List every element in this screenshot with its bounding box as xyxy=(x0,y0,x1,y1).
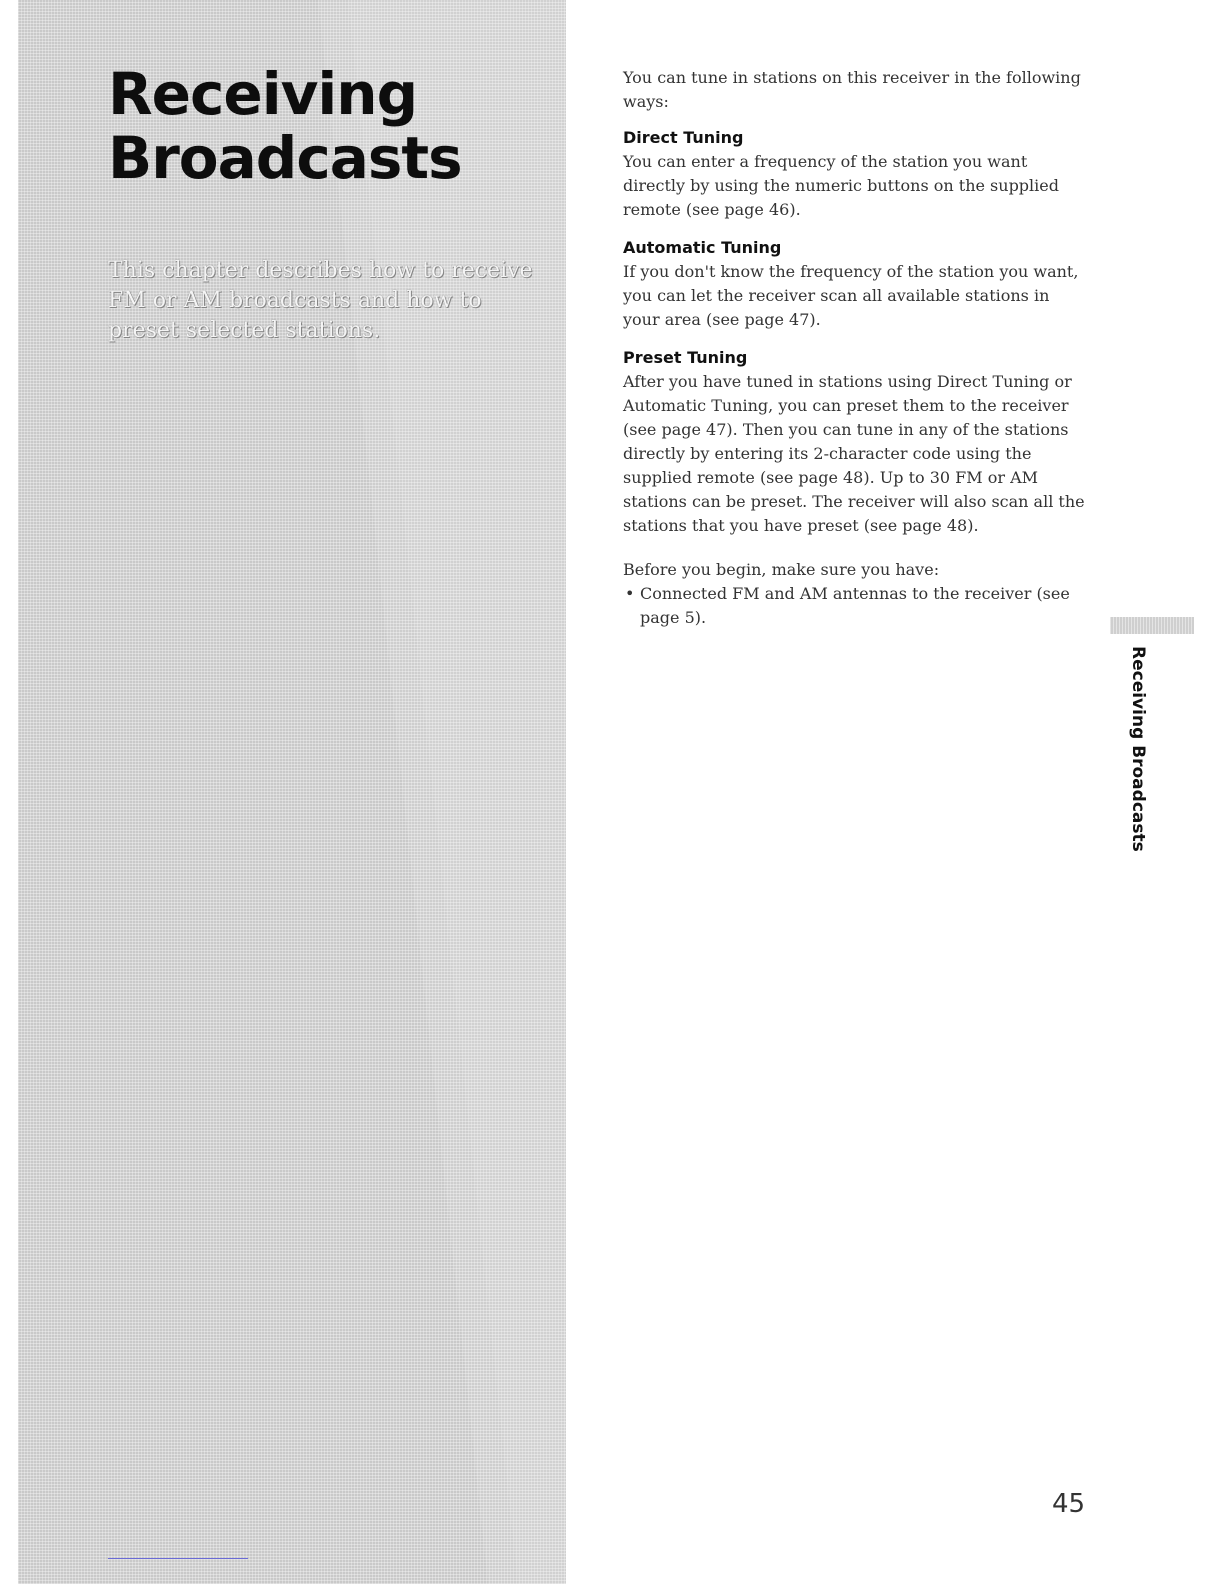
chapter-panel xyxy=(18,0,566,1584)
bullet-icon: • xyxy=(625,584,635,603)
panel-diagonal-shade xyxy=(18,0,566,1584)
section-heading: Preset Tuning xyxy=(623,348,748,367)
section-direct-tuning xyxy=(623,126,1085,222)
section-preset-tuning xyxy=(623,346,1085,538)
section-text: After you have tuned in stations using Direct Tuning or Automatic Tuning, you can preset them to the receiver (see page 47). Then you can tune in any of the stations directly by entering its 2-character code using the supplied remote (see page 48). Up to 30 FM or AM stations can be preset. The receiver will also scan all the stations that you have preset (see page 48). xyxy=(623,372,1085,535)
section-text: If you don't know the frequency of the station you want, you can let the receiver scan all available stations in your area (see page 47). xyxy=(623,262,1079,329)
side-tab-label: Receiving Broadcasts xyxy=(1128,646,1148,852)
section-automatic-tuning xyxy=(623,236,1085,332)
before-you-begin: Before you begin, make sure you have: xyxy=(623,560,940,579)
main-content xyxy=(623,66,1085,630)
chapter-title-line2: Broadcasts xyxy=(108,124,462,192)
bullet-text: Connected FM and AM antennas to the receiver (see page 5). xyxy=(640,584,1070,627)
side-tab-bar xyxy=(1110,617,1194,634)
bottom-rule xyxy=(108,1558,248,1559)
chapter-title xyxy=(108,62,462,190)
section-heading: Automatic Tuning xyxy=(623,238,782,257)
section-heading: Direct Tuning xyxy=(623,128,744,147)
section-text: You can enter a frequency of the station you want directly by using the numeric buttons on the supplied remote (see page 46). xyxy=(623,152,1059,219)
page-number: 45 xyxy=(1052,1489,1086,1519)
chapter-title-line1: Receiving xyxy=(108,60,418,128)
chapter-intro: This chapter describes how to receive FM or AM broadcasts and how to preset selected stations. xyxy=(108,258,533,343)
intro-paragraph: You can tune in stations on this receiver in the following ways: xyxy=(623,68,1081,111)
list-item xyxy=(623,582,1085,630)
